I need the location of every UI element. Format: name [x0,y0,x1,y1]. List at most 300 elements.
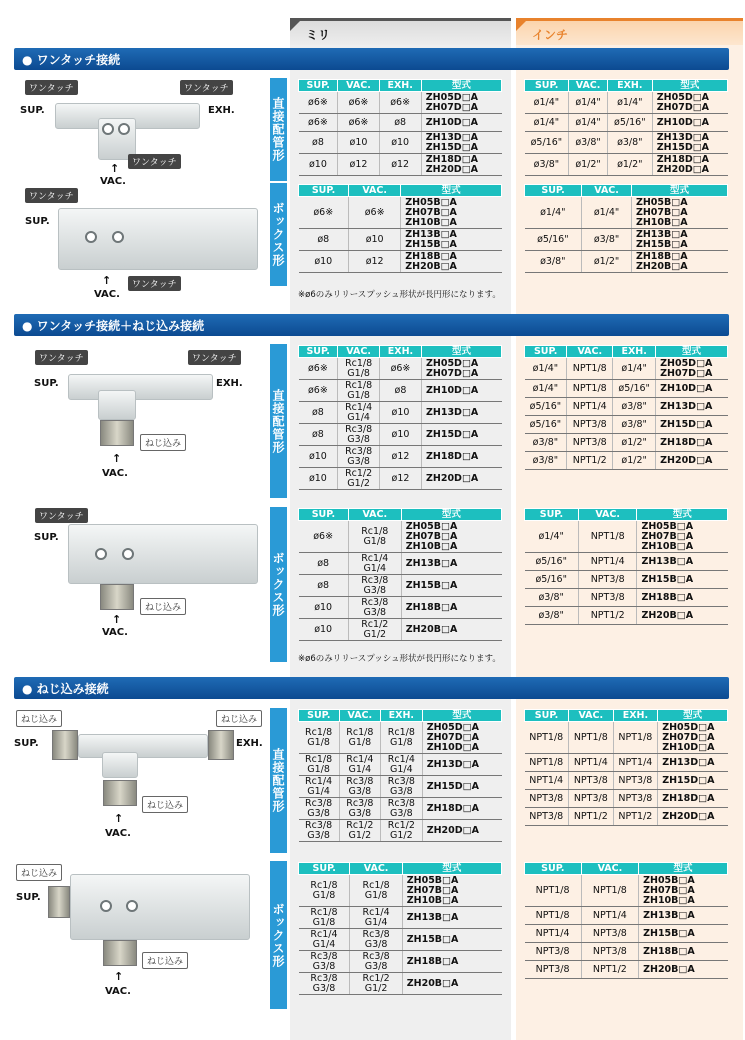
table-row [525,132,728,154]
model-cell: ZH18B□A [401,597,501,619]
table-cell: ø10 [379,424,421,446]
arrow-up-icon: ↑ [110,162,120,175]
table-cell: ø8 [299,553,349,575]
table-cell: ø6※ [299,114,338,132]
table-row [299,619,502,641]
table-cell: ø6※ [299,92,338,114]
table-header-row [525,346,728,358]
table-cell: Rc1/8 G1/8 [339,722,380,754]
table-cell: ø6※ [299,521,349,553]
table-cell: ø12 [379,154,421,176]
column-header: VAC. [339,710,380,722]
column-header: VAC. [349,185,401,197]
table-row [299,402,502,424]
model-cell: ZH10D□A [422,380,502,402]
column-header: VAC. [567,346,613,358]
model-cell: ZH05D□A ZH07D□A [652,92,727,114]
table-row [525,589,728,607]
table-cell: NPT1/8 [525,722,569,754]
label-thread: ねじ込み [216,710,262,727]
diagram-thread-direct [14,708,264,848]
column-header: VAC. [348,509,401,521]
table-row [525,907,728,925]
diagram-mixed-direct [20,348,265,483]
table-thread-box-inch [524,862,728,979]
table-row [299,197,502,229]
table-cell: ø3/8" [613,398,656,416]
table-cell: NPT3/8 [613,772,658,790]
table-cell: ø12 [379,468,421,490]
table-cell: ø5/16" [607,114,652,132]
tab-inch [516,18,743,45]
column-header: 型式 [401,185,502,197]
column-header: EXH. [613,710,658,722]
port-exh: EXH. [216,378,243,389]
table-row [525,722,728,754]
model-cell: ZH20B□A [637,607,728,625]
table-cell: ø3/8" [613,416,656,434]
table-row [299,754,502,776]
port-vac: VAC. [102,468,128,479]
model-cell: ZH05B□A ZH07B□A ZH10B□A [401,521,501,553]
table-header-row [525,509,728,521]
table-cell: NPT1/2 [578,607,637,625]
model-cell: ZH18D□A [422,446,502,468]
table-cell: ø1/4" [525,521,579,553]
table-row [299,722,502,754]
table-cell: ø1/4" [525,380,567,398]
table-cell: ø12 [338,154,379,176]
column-header: SUP. [299,509,349,521]
column-header: VAC. [338,346,380,358]
column-header: 型式 [639,863,728,875]
table-cell: Rc1/8 G1/8 [348,521,401,553]
table-cell: Rc1/2 G1/2 [348,619,401,641]
table-cell: NPT1/2 [569,808,614,826]
table-header-row [299,509,502,521]
table-row [299,776,502,798]
side-label-box: ボックス形 [270,861,287,1009]
thread-port [52,730,78,760]
table-cell: ø1/4" [569,114,608,132]
table-row [299,820,502,842]
arrow-up-icon: ↑ [112,452,122,465]
model-cell: ZH05B□A ZH07B□A ZH10B□A [639,875,728,907]
model-cell: ZH05D□A ZH07D□A ZH10D□A [422,722,501,754]
table-cell: NPT1/8 [567,358,613,380]
model-cell: ZH15D□A [422,776,501,798]
table-row [525,521,728,553]
table-cell: ø5/16" [613,380,656,398]
table-row [525,92,728,114]
model-cell: ZH18D□A [658,790,728,808]
port-sup: SUP. [34,532,59,543]
model-cell: ZH13B□A [402,907,501,929]
table-cell: ø10 [299,446,338,468]
table-header-row [525,863,728,875]
table-cell: Rc1/8 G1/8 [381,722,423,754]
table-cell: NPT1/8 [613,722,658,754]
column-header: VAC. [338,80,379,92]
model-cell: ZH15B□A [401,575,501,597]
table-cell: Rc3/8 G3/8 [338,446,380,468]
table-cell: NPT1/4 [581,907,638,925]
table-row [525,358,728,380]
table-cell: ø1/4" [607,92,652,114]
label-thread: ねじ込み [16,710,62,727]
table-row [525,925,728,943]
table-cell: ø5/16" [525,416,567,434]
table-header-row [525,80,728,92]
table-cell: ø1/4" [525,114,569,132]
table-thread-direct-inch [524,709,728,826]
table-cell: NPT1/4 [525,925,582,943]
table-row [525,875,728,907]
table-cell: ø8 [299,132,338,154]
table-row [299,929,502,951]
table-cell: ø3/8" [525,607,579,625]
model-cell: ZH20B□A [401,619,501,641]
table-cell: Rc1/8 G1/8 [299,907,350,929]
table-cell: Rc1/8 G1/8 [299,754,340,776]
model-cell: ZH05B□A ZH07B□A ZH10B□A [631,197,727,229]
table-cell: ø3/8" [525,251,582,273]
table-cell: ø8 [379,380,421,402]
table-cell: Rc1/4 G1/4 [339,754,380,776]
section-one-touch-thread: ● ワンタッチ接続＋ねじ込み接続 [14,314,729,336]
table-cell: ø6※ [379,358,421,380]
table-row [299,114,502,132]
table-cell: NPT3/8 [525,790,569,808]
table-cell: ø3/8" [525,589,579,607]
table-cell: Rc3/8 G3/8 [339,798,380,820]
model-cell: ZH13B□A [639,907,728,925]
port-vac: VAC. [102,627,128,638]
table-cell: ø3/8" [525,452,567,470]
table-row [299,229,502,251]
table-row [525,197,728,229]
arrow-up-icon: ↑ [114,970,124,983]
column-header: SUP. [299,710,340,722]
port-hole [118,123,130,135]
table-cell: NPT1/8 [567,380,613,398]
tab-mm [290,18,511,45]
table-header-row [299,863,502,875]
side-label-direct: 直接配管形 [270,78,287,181]
table-cell: NPT1/4 [613,754,658,772]
model-cell: ZH20B□A [639,961,728,979]
column-header: VAC. [569,80,608,92]
model-cell: ZH15B□A [637,571,728,589]
table-cell: NPT1/8 [525,754,569,772]
table-cell: Rc3/8 G3/8 [299,951,350,973]
thread-port [100,584,134,610]
thread-port [48,886,70,918]
table-row [525,434,728,452]
table-row [299,875,502,907]
port-sup: SUP. [14,738,39,749]
table-cell: ø8 [379,114,421,132]
table-cell: NPT1/4 [567,398,613,416]
table-cell: ø6※ [299,358,338,380]
side-label-direct: 直接配管形 [270,344,287,498]
table-cell: ø8 [299,402,338,424]
table-thread-box-mm [298,862,502,995]
table-cell: NPT3/8 [525,961,582,979]
label-one-touch: ワンタッチ [180,80,233,95]
ejector-body [70,874,250,940]
table-cell: Rc3/8 G3/8 [348,597,401,619]
diagram-mixed-box [20,508,265,643]
model-cell: ZH18B□A [639,943,728,961]
ejector-body [68,374,213,400]
table-cell: ø1/2" [607,154,652,176]
table-cell: ø1/4" [525,358,567,380]
table-cell: ø10 [338,132,379,154]
label-thread: ねじ込み [142,796,188,813]
side-label-box: ボックス形 [270,507,287,662]
section-thread: ● ねじ込み接続 [14,677,729,699]
table-row [299,597,502,619]
table-cell: Rc1/4 G1/4 [299,776,340,798]
table-cell: Rc3/8 G3/8 [350,951,402,973]
table-cell: NPT1/8 [581,875,638,907]
table-one-touch-direct-inch [524,79,728,176]
port-sup: SUP. [25,216,50,227]
table-cell: NPT3/8 [569,772,614,790]
model-cell: ZH20D□A [658,808,728,826]
port-hole [102,123,114,135]
table-cell: NPT1/8 [525,875,582,907]
table-header-row [525,185,728,197]
table-row [299,521,502,553]
column-header: EXH. [613,346,656,358]
section-title: ワンタッチ接続＋ねじ込み接続 [36,319,205,333]
column-header: SUP. [525,710,569,722]
thread-port [103,780,137,806]
table-cell: ø10 [299,154,338,176]
table-row [525,380,728,398]
diagram-thread-box [14,862,264,1002]
model-cell: ZH13D□A ZH15D□A [652,132,727,154]
table-header-row [299,80,502,92]
table-cell: Rc1/4 G1/4 [299,929,350,951]
table-row [525,452,728,470]
model-cell: ZH20B□A [402,973,501,995]
table-cell: NPT3/8 [613,790,658,808]
label-one-touch: ワンタッチ [128,276,181,291]
table-cell: Rc1/4 G1/4 [338,402,380,424]
column-header: EXH. [379,346,421,358]
column-header: VAC. [582,185,632,197]
table-cell: ø1/4" [613,358,656,380]
model-cell: ZH05D□A ZH07D□A [656,358,728,380]
table-cell: ø1/4" [569,92,608,114]
table-row [525,154,728,176]
model-cell: ZH15B□A [639,925,728,943]
table-cell: ø3/8" [525,154,569,176]
arrow-up-icon: ↑ [102,274,112,287]
model-cell: ZH10D□A [656,380,728,398]
table-cell: ø1/2" [582,251,632,273]
table-cell: Rc3/8 G3/8 [381,798,423,820]
table-cell: ø6※ [338,114,379,132]
port-sup: SUP. [20,105,45,116]
table-cell: NPT3/8 [581,925,638,943]
column-header: SUP. [299,80,338,92]
table-row [525,961,728,979]
table-cell: NPT3/8 [567,416,613,434]
port-hole [126,900,138,912]
table-header-row [525,710,728,722]
diagram-one-touch-box [20,186,265,301]
model-cell: ZH10D□A [652,114,727,132]
table-row [299,907,502,929]
table-cell: ø1/2" [569,154,608,176]
column-header: 型式 [631,185,727,197]
table-cell: Rc1/8 G1/8 [338,358,380,380]
table-cell: Rc3/8 G3/8 [299,820,340,842]
column-header: 型式 [656,346,728,358]
table-cell: Rc1/8 G1/8 [299,875,350,907]
table-row [525,607,728,625]
model-cell: ZH13D□A [422,402,502,424]
table-cell: Rc1/8 G1/8 [299,722,340,754]
label-thread: ねじ込み [16,864,62,881]
column-header: 型式 [422,710,501,722]
model-cell: ZH18D□A ZH20D□A [652,154,727,176]
column-header: VAC. [350,863,402,875]
arrow-up-icon: ↑ [112,613,122,626]
table-row [299,951,502,973]
model-cell: ZH13D□A [656,398,728,416]
table-cell: Rc1/4 G1/4 [348,553,401,575]
port-hole [100,900,112,912]
column-header: VAC. [581,863,638,875]
table-cell: Rc1/4 G1/4 [350,907,402,929]
model-cell: ZH20D□A [656,452,728,470]
model-cell: ZH13D□A [658,754,728,772]
table-row [525,754,728,772]
table-row [525,251,728,273]
column-header: SUP. [525,863,582,875]
model-cell: ZH15D□A [422,424,502,446]
table-row [525,229,728,251]
tab-mm-label: ミリ [306,28,331,42]
table-cell: ø10 [299,597,349,619]
table-cell: ø6※ [379,92,421,114]
model-cell: ZH13D□A [422,754,501,776]
port-hole [85,231,97,243]
table-cell: ø8 [299,424,338,446]
model-cell: ZH13B□A [401,553,501,575]
model-cell: ZH18D□A [422,798,501,820]
table-row [299,380,502,402]
port-vac: VAC. [105,986,131,997]
model-cell: ZH18B□A [637,589,728,607]
column-header: 型式 [421,80,501,92]
table-row [299,251,502,273]
table-header-row [299,710,502,722]
note: ※ø6のみリリースプッシュ形状が長円形になります。 [298,654,501,664]
port-exh: EXH. [236,738,263,749]
table-cell: ø5/16" [525,571,579,589]
table-cell: ø1/2" [613,434,656,452]
table-cell: ø8 [299,229,349,251]
table-cell: ø12 [379,446,421,468]
table-cell: NPT3/8 [569,790,614,808]
table-cell: NPT1/2 [567,452,613,470]
table-cell: ø5/16" [525,553,579,571]
column-header: SUP. [525,509,579,521]
column-header: EXH. [607,80,652,92]
label-one-touch: ワンタッチ [35,350,88,365]
thread-port [103,940,137,966]
column-header: SUP. [299,863,350,875]
table-mixed-box-mm [298,508,502,641]
table-row [525,114,728,132]
table-cell: Rc3/8 G3/8 [381,776,423,798]
label-thread: ねじ込み [142,952,188,969]
table-cell: ø3/8" [569,132,608,154]
table-row [299,575,502,597]
table-cell: ø1/4" [525,92,569,114]
table-cell: ø1/4" [582,197,632,229]
table-row [299,553,502,575]
column-header: 型式 [422,346,502,358]
column-header: SUP. [525,346,567,358]
table-cell: Rc3/8 G3/8 [339,776,380,798]
table-mixed-box-inch [524,508,728,625]
table-cell: NPT3/8 [525,808,569,826]
table-cell: ø6※ [299,380,338,402]
model-cell: ZH18B□A ZH20B□A [401,251,502,273]
model-cell: ZH18D□A [656,434,728,452]
table-one-touch-box-inch [524,184,728,273]
table-cell: NPT1/8 [525,907,582,925]
column-header: 型式 [402,863,501,875]
table-cell: ø3/8" [525,434,567,452]
table-cell: ø1/4" [525,197,582,229]
table-cell: NPT1/2 [613,808,658,826]
tab-inch-label: インチ [532,28,569,42]
table-cell: Rc1/2 G1/2 [381,820,423,842]
table-row [299,973,502,995]
note: ※ø6のみリリースプッシュ形状が長円形になります。 [298,290,501,300]
table-one-touch-direct-mm [298,79,502,176]
column-header: EXH. [379,80,421,92]
table-cell: ø10 [299,468,338,490]
table-cell: NPT1/4 [525,772,569,790]
column-header: 型式 [401,509,501,521]
table-cell: Rc1/2 G1/2 [339,820,380,842]
thread-port [208,730,234,760]
table-row [299,132,502,154]
table-cell: NPT1/2 [581,961,638,979]
table-cell: Rc3/8 G3/8 [338,424,380,446]
table-row [299,154,502,176]
section-title: ねじ込み接続 [36,682,109,696]
column-header: 型式 [652,80,727,92]
model-cell: ZH20D□A [422,468,502,490]
table-cell: Rc1/2 G1/2 [338,468,380,490]
table-row [299,798,502,820]
label-one-touch: ワンタッチ [188,350,241,365]
table-thread-direct-mm [298,709,502,842]
table-cell: ø8 [299,575,349,597]
column-header: SUP. [299,185,349,197]
ejector-body [78,734,208,758]
